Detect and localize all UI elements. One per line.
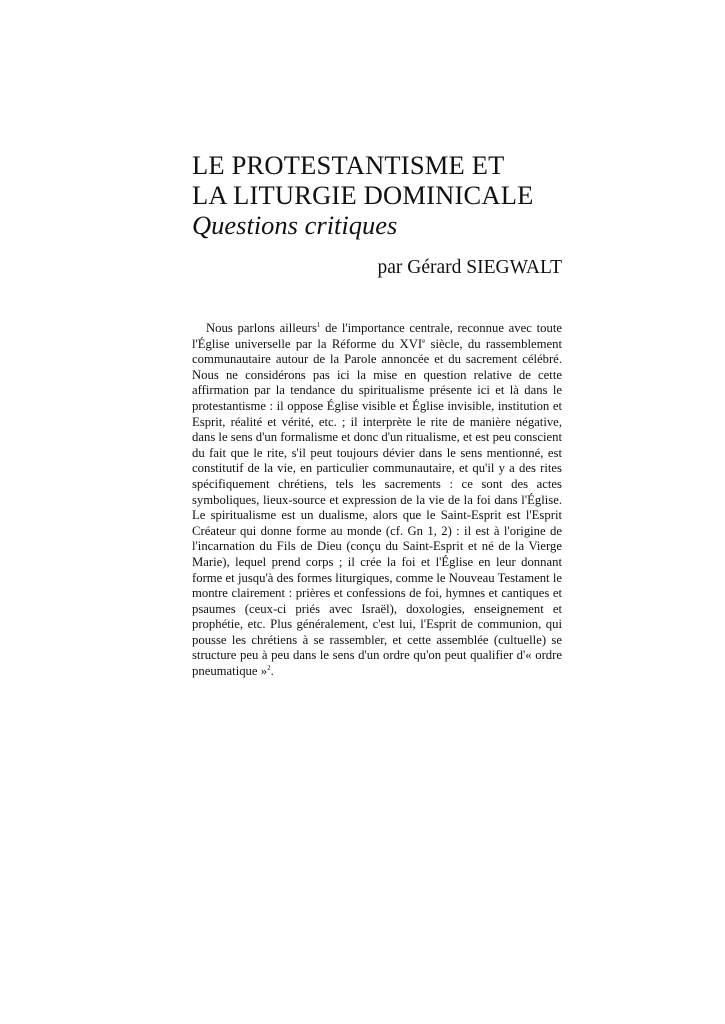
paragraph-part-1: Nous parlons ailleurs [206, 321, 317, 335]
title-block [192, 150, 572, 240]
title-line-2: LA LITURGIE DOMINICALE [192, 180, 534, 210]
body-text [192, 321, 562, 680]
paragraph [192, 321, 562, 680]
century-superscript: e [422, 336, 426, 345]
subtitle: Questions critiques [192, 210, 398, 240]
paragraph-part-2: de l'importance centrale, reconnue avec toute l'Église universelle par la Réforme du XVI [192, 321, 562, 351]
footnote-ref-2[interactable]: 2 [267, 663, 271, 672]
title-line-1: LE PROTESTANTISME ET [192, 150, 505, 180]
footnote-ref-1[interactable]: 1 [316, 320, 321, 329]
paragraph-end: . [270, 664, 274, 679]
paragraph-part-3: siècle, du rassemblement communautaire autour de la Parole annoncée et du sacrement célébré. Nous ne considérons pas ici la mise en question relative de cette affirmation par la tendance du spiritualisme présente ici et là dans le protestantisme : il oppose Église visible et Église invisible, institution et Esprit, réalité et vérité, etc. ; il interprète le rite de manière négative, dans le sens d'un formalisme et donc d'un ritualisme, et est peu conscient du fait que le rite, s'il peut toujours dévier dans le sens mentionné, est constitutif de la vie, en particulier communautaire, et qu'il y a des rites spécifiquement chrétiens, tels les sacrements : ce sont des actes symboliques, lieux-source et expression de la vie de la foi dans l'Église. Le spiritualisme est un dualisme, alors que le Saint-Esprit est l'Esprit Créateur qui donne forme au monde (cf. Gn 1, 2) : il est à l'origine de l'incarnation du Fils de Dieu (conçu du Saint-Esprit et né de la Vierge Marie), lequel prend corps ; il crée la foi et l'Église en leur donnant forme et jusqu'à des formes liturgiques, comme le Nouveau Testament le montre clairement : prières et confessions de foi, hymnes et cantiques et psaumes (ceux-ci priés avec Israël), doxologies, enseignement et prophétie, etc. Plus généralement, c'est lui, l'Esprit de communion, qui pousse les chrétiens à se rassembler, et cette assemblée (cultuelle) se structure peu à peu dans le sens d'un ordre qu'on peut qualifier d'« ordre pneumatique » [192, 336, 563, 679]
author-byline: par Gérard SIEGWALT [377, 257, 562, 278]
